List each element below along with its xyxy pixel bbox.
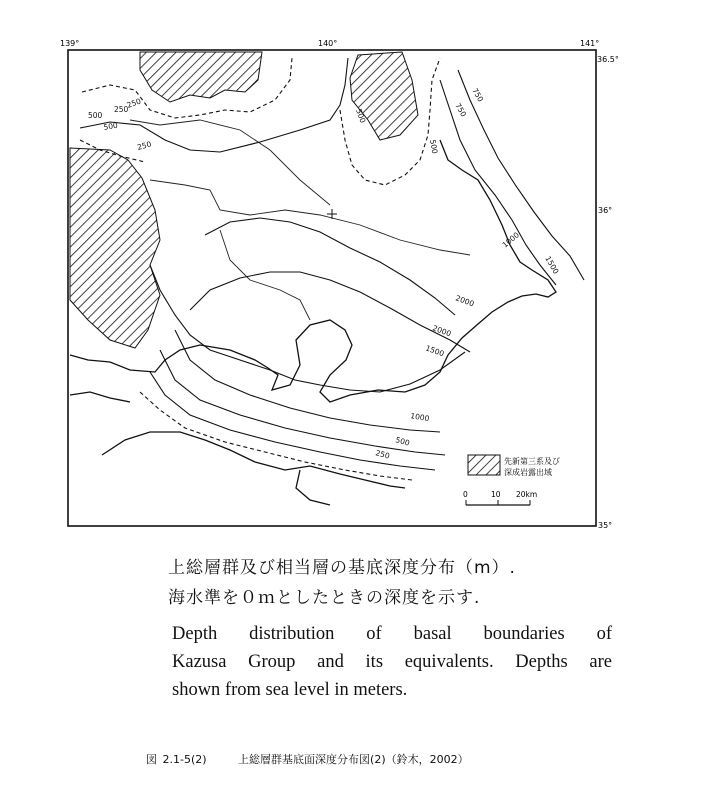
scale-bar <box>463 490 537 505</box>
caption-en-line3: shown from sea level in meters. <box>172 680 408 700</box>
scale-label-0: 0 <box>463 490 468 499</box>
lat-tick-36: 36° <box>598 206 613 215</box>
contour-label: 1500 <box>424 343 446 359</box>
contour-label: 500 <box>394 435 411 448</box>
lon-tick-139: 139° <box>60 39 80 48</box>
legend-hatch-swatch <box>468 455 500 475</box>
map-legend <box>468 455 560 477</box>
contour-label: 1500 <box>543 254 561 276</box>
contour-label: 500 <box>102 120 119 132</box>
figure-title: 上総層群基底面深度分布図(2)（鈴木，2002） <box>238 753 469 766</box>
lon-tick-141: 141° <box>580 39 600 48</box>
depth-contours <box>80 58 584 480</box>
lat-tick-36-5: 36.5° <box>597 55 619 64</box>
contour-label: 1000 <box>409 411 431 424</box>
contour-label: 250 <box>136 139 153 152</box>
figure-number: 図 2.1-5(2) <box>146 753 207 766</box>
contour-label: 1000 <box>500 230 521 250</box>
scale-label-10: 10 <box>491 490 501 499</box>
contour-label: 250 <box>374 448 391 461</box>
scale-label-20km: 20km <box>516 490 538 499</box>
contour-label: 500 <box>88 111 103 120</box>
contour-label: 750 <box>453 101 469 119</box>
contour-label: 2000 <box>454 293 476 309</box>
contour-label: 250 <box>114 105 129 114</box>
contour-label: 500 <box>354 107 368 125</box>
pre-neogene-exposure-areas <box>70 52 418 348</box>
contour-label: 250 <box>125 96 143 110</box>
legend-label-line2: 深成岩露出域 <box>504 468 552 477</box>
contour-label: 2000 <box>431 323 453 339</box>
legend-label-line1: 先新第三系及び <box>504 457 560 466</box>
contour-label: 500 <box>428 138 440 155</box>
figure-caption <box>146 751 469 767</box>
caption-en-line2: Kazusa Group and its equivalents. Depths are <box>172 652 612 672</box>
lat-tick-35: 35° <box>598 521 613 530</box>
lon-tick-140: 140° <box>318 39 338 48</box>
rivers-and-boundaries <box>130 120 470 320</box>
caption-jp-line2: 海水準を０ｍとしたときの深度を示す. <box>168 588 481 608</box>
contour-label: 750 <box>470 86 486 104</box>
caption-jp-line1: 上総層群及び相当層の基底深度分布（m）. <box>168 558 516 578</box>
caption-en-line1: Depth distribution of basal boundaries of <box>172 624 612 644</box>
